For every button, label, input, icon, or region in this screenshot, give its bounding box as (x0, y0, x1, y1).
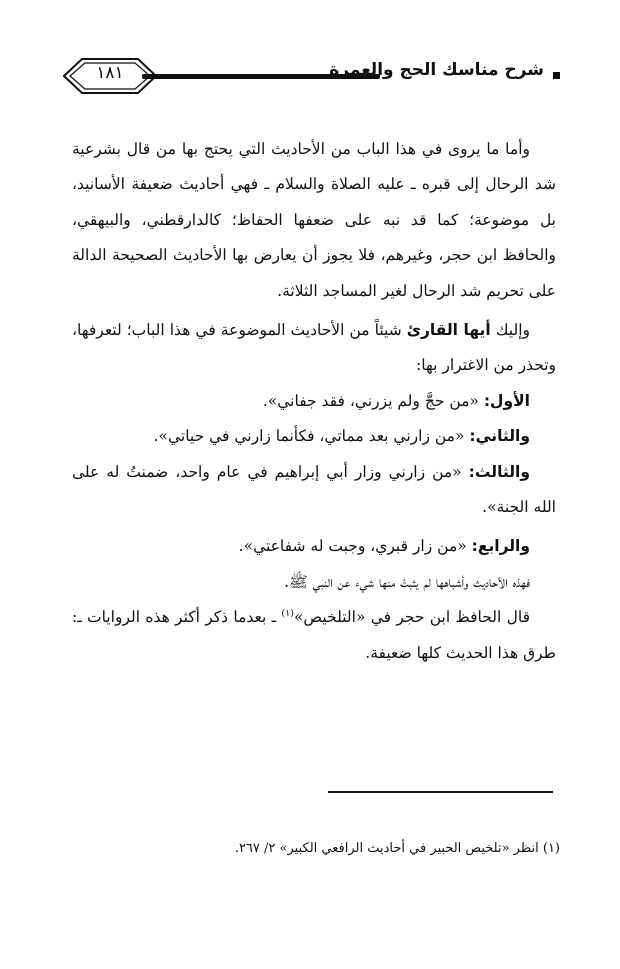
hadith-label: والثالث: (468, 462, 530, 481)
hadith-item-first (72, 384, 556, 419)
paragraph-intro: وأما ما يروى في هذا الباب من الأحاديث التي يحتج بها من قال بشرعية شد الرحال إلى قبره ـ عليه الصلاة والسلام ـ فهي أحاديث ضعيفة الأسانيد، بل موضوعة؛ كما قد نبه على ضعفها الحفاظ؛ كالدارقطني، والبيهقي، والحافظ ابن حجر، وغيرهم، فلا يجوز أن يعارض بها الأحاديث الصحيحة الدالة على تحريم شد الرحال لغير المساجد الثلاثة. (72, 140, 556, 300)
paragraph-conclusion: فهذه الأحاديث وأشباهها لم يثبتْ منها شيء عن النبي ﷺ. (284, 572, 530, 591)
hadith-label: والثاني: (469, 427, 530, 446)
hadith-label: والرابع: (471, 537, 530, 556)
paragraph-text: قال الحافظ ابن حجر في «التلخيص» (293, 608, 530, 627)
page-number: ١٨١ (96, 63, 124, 83)
book-title: شرح مناسك الحج والعمرة (329, 60, 544, 80)
paragraph-fabricated-hadiths (72, 313, 556, 384)
paragraph-text: شيئاً من الأحاديث الموضوعة في هذا الباب؛ لتعرفها، وتحذر من الاغترار بها: (72, 321, 556, 375)
hadith-text: «من زارني بعد مماتي، فكأنما زارني في حياتي». (153, 427, 470, 446)
hadith-label: الأول: (483, 391, 530, 410)
hadith-item-second (72, 419, 556, 454)
reader-address: أيها القارئ (406, 321, 491, 340)
paragraph-text: وإليك (490, 321, 531, 340)
paragraph-ibn-hajar-quote (72, 600, 556, 671)
hadith-item-third (72, 455, 556, 526)
hadith-item-fourth (72, 529, 556, 564)
footnote-1: (١) انظر «تلخيص الحبير في أحاديث الرافعي الكبير» ٢/ ٢٦٧. (234, 841, 560, 856)
title-bullet-icon (553, 72, 560, 79)
hadith-text: «من زار قبري، وجبت له شفاعتي». (238, 537, 472, 556)
running-header (60, 48, 560, 108)
paragraph-text: ـ بعدما ذكر أكثر هذه الروايات ـ: طرق هذا الحديث كلها ضعيفة. (72, 608, 556, 662)
footnote-separator (328, 791, 553, 793)
footnote-reference[interactable]: (١) (281, 608, 294, 620)
hadith-text: «من زارني وزار أبي إبراهيم في عام واحد، ضمنتُ له على الله الجنة». (72, 462, 556, 517)
body-text (72, 132, 556, 671)
hadith-text: «من حجَّ ولم يزرني، فقد جفاني». (262, 391, 484, 410)
